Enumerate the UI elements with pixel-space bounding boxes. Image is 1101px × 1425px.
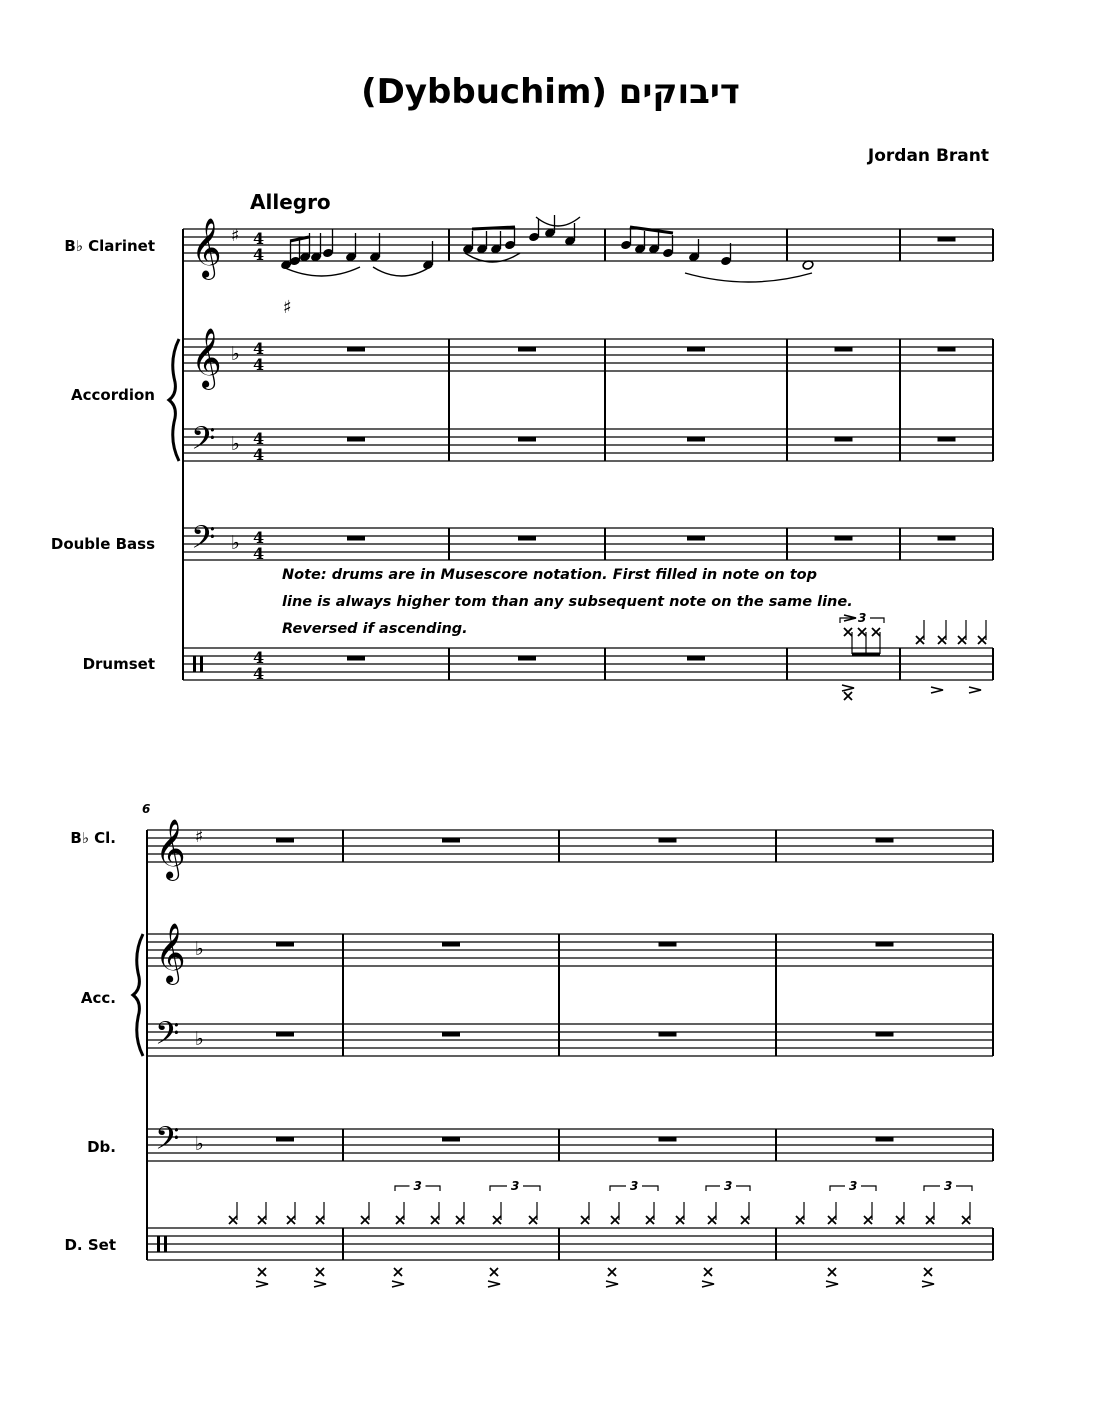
cymbal-notehead-icon [872,628,880,636]
treble-clef-icon: 𝄞 [191,328,222,388]
whole-rest [659,1137,677,1142]
whole-rest [687,536,705,541]
barlines [147,229,993,1260]
treble-clef-icon: 𝄞 [191,218,222,278]
cymbal-notehead-icon [316,1268,324,1276]
cymbal-notehead-icon [258,1216,266,1224]
time-signature-bottom: 4 [253,544,265,563]
whole-rest [518,347,536,352]
beam [472,227,515,229]
time-signature-top: 4 [253,429,265,448]
cymbal-notehead-icon [896,1216,904,1224]
treble-clef-icon: 𝄞 [155,819,186,879]
percussion-clef-icon [157,1236,160,1252]
key-signature-flat-icon: ♭ [231,343,240,365]
whole-rest [876,1137,894,1142]
whole-rest [938,237,956,242]
cymbal-notehead-icon [361,1216,369,1224]
instrument-label-drums: Drumset [82,655,155,673]
cymbal-notehead-icon [926,1216,934,1224]
whole-rest [518,437,536,442]
accent-icon [702,1281,714,1287]
composer-name: Jordan Brant [867,146,989,166]
cymbal-notehead-icon [828,1216,836,1224]
score-title: (Dybbuchim) דיבוקים [361,72,740,112]
whole-rest [938,536,956,541]
accent-icon [931,687,943,693]
whole-rest [835,536,853,541]
accent-icon [256,1281,268,1287]
staff-lines [147,229,993,1260]
tuplet-number: 3 [849,1179,858,1193]
tempo-marking: Allegro [250,190,331,214]
whole-rest [276,1032,294,1037]
instrument-label-accordion: Accordion [71,386,155,404]
cymbal-notehead-icon [708,1216,716,1224]
treble-clef-icon: 𝄞 [155,923,186,983]
bass-clef-icon: 𝄢 [155,1015,180,1059]
percussion-clef-icon [193,656,196,672]
accent-icon [606,1281,618,1287]
time-signature-bottom: 4 [253,245,265,264]
cymbal-notehead-icon [938,636,946,644]
time-signature-bottom: 4 [253,664,265,683]
key-signature-flat-icon: ♭ [195,1028,204,1050]
key-signature-sharp-icon: ♯ [195,827,204,847]
accordion-brace [133,934,143,1056]
cymbal-notehead-icon [916,636,924,644]
instrument-label-accordion-short: Acc. [80,989,116,1007]
cymbal-notehead-icon [396,1216,404,1224]
whole-rest [276,1137,294,1142]
instrument-label-clarinet: B♭ Clarinet [64,237,155,255]
accent-icon [842,685,854,691]
tuplet-number: 3 [944,1179,953,1193]
slur [536,217,580,226]
cymbal-notehead-icon [741,1216,749,1224]
tuplet-number: 3 [724,1179,733,1193]
cymbal-notehead-icon [394,1268,402,1276]
time-signature-top: 4 [253,339,265,358]
accent-icon [392,1281,404,1287]
whole-rest [876,838,894,843]
cymbal-notehead-icon [316,1216,324,1224]
cymbal-notehead-icon [844,692,852,700]
accent-icon [922,1281,934,1287]
cymbal-notehead-icon [287,1216,295,1224]
whole-rest [876,1032,894,1037]
cymbal-notehead-icon [646,1216,654,1224]
bass-clef-icon: 𝄢 [191,420,216,464]
whole-rest [659,838,677,843]
cymbal-notehead-icon [258,1268,266,1276]
cymbal-notehead-icon [844,628,852,636]
whole-rest [938,437,956,442]
cymbal-notehead-icon [978,636,986,644]
music-glyphs [133,218,292,1252]
cymbal-notehead-icon [529,1216,537,1224]
cymbal-notehead-icon [828,1268,836,1276]
whole-rest [442,942,460,947]
whole-rest [347,347,365,352]
slur [373,267,430,276]
clarinet-notes [280,215,814,282]
cymbal-notehead-icon [608,1268,616,1276]
cymbal-notehead-icon [864,1216,872,1224]
whole-rest [276,942,294,947]
whole-rest [442,1137,460,1142]
instrument-label-bass: Double Bass [50,535,155,553]
cymbal-notehead-icon [431,1216,439,1224]
tuplet-number: 3 [511,1179,520,1193]
whole-rest [659,1032,677,1037]
whole-rest [347,437,365,442]
beam [630,227,673,233]
cymbal-notehead-icon [958,636,966,644]
cymbal-notehead-icon [493,1216,501,1224]
measure-number: 6 [142,802,151,816]
cymbal-notehead-icon [676,1216,684,1224]
accent-icon [826,1281,838,1287]
whole-rest [347,536,365,541]
time-signature-bottom: 4 [253,355,265,374]
cymbal-notehead-icon [456,1216,464,1224]
whole-rest [687,437,705,442]
whole-rest [347,656,365,661]
tuplet-number: 3 [858,611,867,625]
cymbal-notehead-icon [962,1216,970,1224]
accordion-brace [169,339,179,461]
time-signature-top: 4 [253,528,265,547]
key-signature-sharp-icon: ♯ [231,226,240,246]
performance-note-line-2: line is always higher tom than any subsequent note on the same line. [282,594,853,610]
tuplet-number: 3 [630,1179,639,1193]
whole-rest [938,347,956,352]
performance-note-line-3: Reversed if ascending. [282,621,468,637]
slur [685,273,812,282]
cymbal-notehead-icon [581,1216,589,1224]
sharp-icon: ♯ [283,297,292,318]
percussion-clef-icon [200,656,203,672]
cymbal-notehead-icon [924,1268,932,1276]
accent-icon [314,1281,326,1287]
instrument-label-clarinet-short: B♭ Cl. [70,829,116,847]
time-signature-top: 4 [253,648,265,667]
bass-clef-icon: 𝄢 [191,519,216,563]
whole-rest [876,942,894,947]
whole-rest [687,347,705,352]
instrument-label-bass-short: Db. [87,1138,116,1156]
key-signature-flat-icon: ♭ [195,938,204,960]
whole-rest [835,437,853,442]
cymbal-notehead-icon [858,628,866,636]
accent-icon [969,687,981,693]
whole-rests [276,237,956,1142]
whole-rest [687,656,705,661]
time-signature-bottom: 4 [253,445,265,464]
cymbal-notehead-icon [490,1268,498,1276]
whole-rest [276,838,294,843]
whole-rest [659,942,677,947]
time-signature-top: 4 [253,229,265,248]
cymbal-notehead-icon [611,1216,619,1224]
whole-rest [835,347,853,352]
whole-rest [442,838,460,843]
cymbal-notehead-icon [704,1268,712,1276]
percussion-clef-icon [164,1236,167,1252]
key-signature-flat-icon: ♭ [195,1133,204,1155]
whole-rest [442,1032,460,1037]
slur [283,267,360,276]
cymbal-notehead-icon [229,1216,237,1224]
cymbal-notehead-icon [796,1216,804,1224]
whole-rest [518,656,536,661]
performance-note-line-1: Note: drums are in Musescore notation. First filled in note on top [282,567,817,583]
instrument-label-drums-short: D. Set [64,1236,116,1254]
accent-icon [488,1281,500,1287]
key-signature-flat-icon: ♭ [231,433,240,455]
tuplet-number: 3 [413,1179,422,1193]
bass-clef-icon: 𝄢 [155,1120,180,1164]
whole-rest [518,536,536,541]
key-signature-flat-icon: ♭ [231,532,240,554]
